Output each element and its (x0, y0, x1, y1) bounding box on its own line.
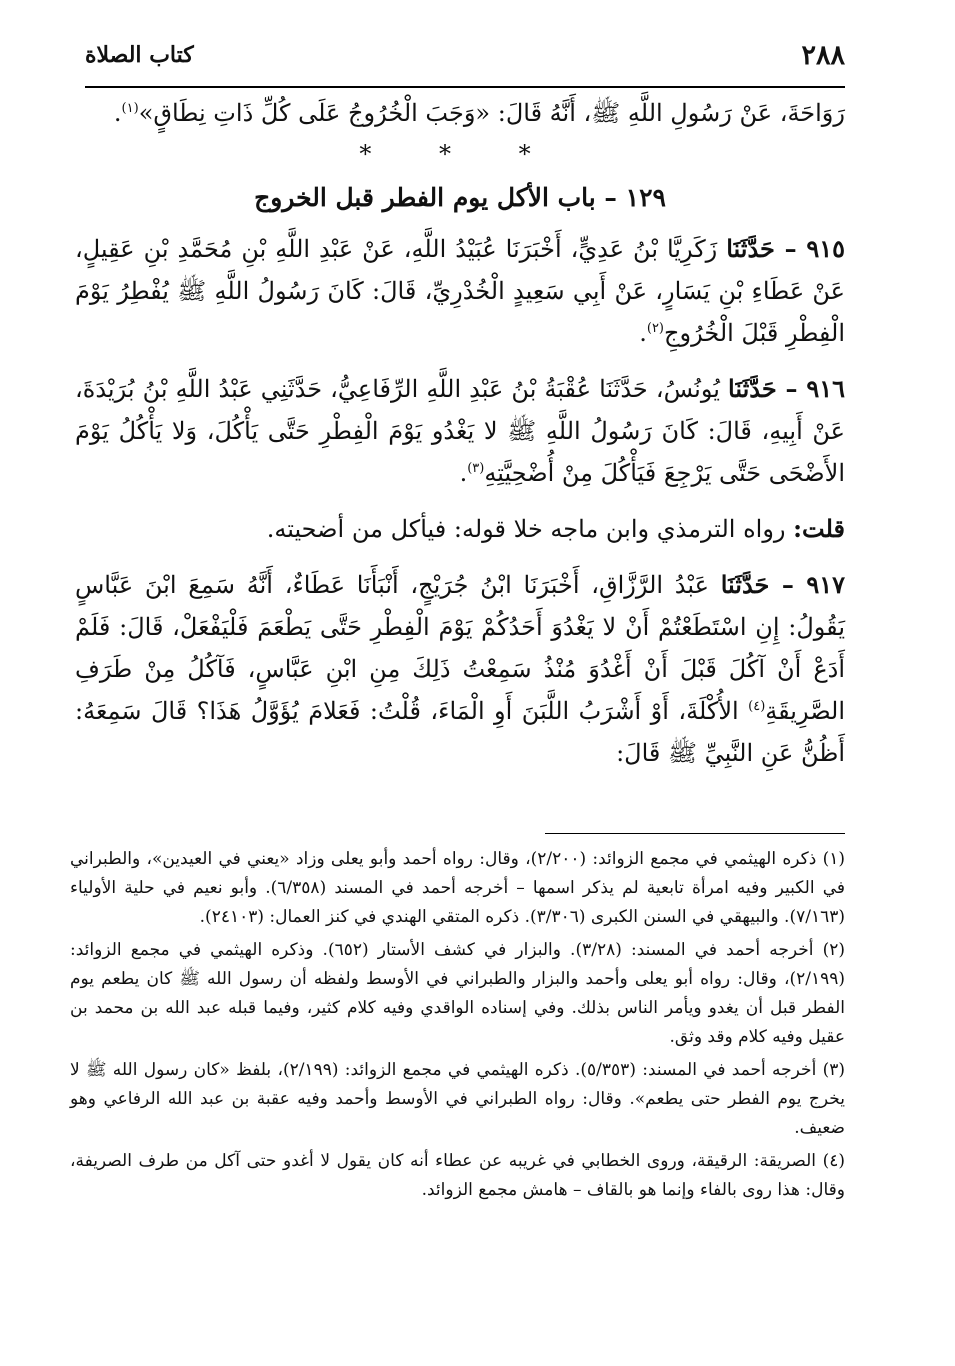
page-header (85, 38, 845, 88)
opening-end: . (113, 99, 122, 127)
footnote-1: (١) ذكره الهيثمي في مجمع الزوائد: (٢/٢٠٠)، وقال: رواه أحمد وأبو يعلى وزاد «يعني في العيدين»، والطبراني في الكبير وفيه امرأة تابعية لم يذكر اسمها – أخرجه أحمد في المسند (٦/٣٥٨). وأبو نعيم في حلية الأولياء (٧/١٦٣). والبيهقي في السنن الكبرى (٣/٣٠٦). ذكره المتقي الهندي في كنز العمال: (٢٤١٠٣). (70, 849, 845, 927)
hadith-end: . (459, 459, 468, 487)
footnote-ref-2: (٢) (646, 321, 664, 336)
opening-paragraph (75, 92, 845, 134)
footnote-separator (545, 833, 845, 834)
footnotes (70, 845, 845, 1209)
hadith-917 (75, 564, 845, 774)
section-divider-stars: * * * (359, 140, 561, 168)
hadith-number: ٩١٥ – حَدَّثَنَا (726, 234, 845, 263)
chapter-title: ١٢٩ – باب الأكل يوم الفطر قبل الخروج (254, 183, 666, 212)
opening-text: رَوَاحَةَ، عَنْ رَسُولِ اللَّهِ ﷺ، أَنَّهُ قَالَ: «وَجَبَ الْخُرُوجُ عَلَى كُلِّ ذَاتِ نِطَاقٍ» (138, 99, 845, 127)
main-text (75, 92, 845, 774)
footnote-ref-3: (٣) (467, 461, 485, 476)
running-title: كتاب الصلاة (85, 42, 194, 68)
hadith-end: . (639, 319, 647, 347)
hadith-text-continued: الأُكْلَةَ، أَوْ أَشْرَبُ اللَّبَنَ أَوِ الْمَاءَ، قُلْتُ: فَعَلامَ يُؤَوَّلُ هَذَا؟ قَالَ سَمِعَهُ: أَظُنُّ عَنِ النَّبِيِّ ﷺ قَالَ: (75, 697, 845, 767)
hadith-text: زَكَرِيَّا بْنُ عَدِيٍّ، أَخْبَرَنَا عُبَيْدُ اللَّهِ، عَنْ عَبْدِ اللَّهِ بْنِ مُحَمَّدِ بْنِ عَقِيلٍ، عَنْ عَطَاءِ بْنِ يَسَارٍ، عَنْ أَبِي سَعِيدٍ الْخُدْرِيِّ، قَالَ: كَانَ رَسُولُ اللَّهِ ﷺ يُفْطِرُ يَوْمَ الْفِطْرِ قَبْلَ الْخُرُوجِ (75, 235, 845, 347)
footnote-2: (٢) أخرجه أحمد في المسند: (٣/٢٨). والبزار في كشف الأستار (٦٥٢). وذكره الهيثمي في مجمع الزوائد: (٢/١٩٩)، وقال: رواه أبو يعلى وأحمد والبزار والطبراني في الأوسط ولفظه أن رسول الله ﷺ كان يطعم يوم الفطر قبل أن يغدو ويأمر الناس بذلك. وفي إسناده الواقدي وفيه كلام كثير، وفيما قبله عبد الله بن محمد بن عقيل وفيه كلام وقد وثق. (70, 940, 846, 1047)
hadith-text: يُونُسُ، حَدَّثَنَا عُقْبَةُ بْنُ عَبْدِ اللَّهِ الرِّفَاعِيُّ، حَدَّثَنِي عَبْدُ اللَّهِ بْنُ بُرَيْدَةَ، عَنْ أَبِيهِ، قَالَ: كَانَ رَسُولُ اللَّهِ ﷺ لا يَغْدُو يَوْمَ الْفِطْرِ حَتَّى يَأْكُلَ، وَلا يَأْكُلُ يَوْمَ الأَضْحَى حَتَّى يَرْجِعَ فَيَأْكُلَ مِنْ أُضْحِيَّتِهِ (75, 375, 845, 487)
hadith-text: عَبْدُ الرَّزَّاقِ، أَخْبَرَنَا ابْنُ جُرَيْجٍ، أَنْبَأَنَا عَطَاءٌ، أَنَّهُ سَمِعَ ابْنَ عَبَّاسٍ يَقُولُ: إِنِ اسْتَطَعْتُمْ أَنْ لا يَغْدُوَ أَحَدُكُمْ يَوْمَ الْفِطْرِ حَتَّى يَطْعَمَ فَلْيَفْعَلْ، قَالَ: فَلَمْ أَدَعْ أَنْ آكُلَ قَبْلَ أَنْ أَغْدُوَ مُنْذُ سَمِعْتُ ذَلِكَ مِنِ ابْنِ عَبَّاسٍ، فَآكُلُ مِنْ طَرَفِ الصَّرِيقَةِ (75, 571, 846, 725)
footnote-4: (٤) الصريقة: الرقيقة، وروى الخطابي في غريبه عن عطاء أنه كان يقول لا أغدو حتى آكل من طرف الصريفة، وقال: هذا روى بالفاء وإنما هو بالقاف – هامش مجمع الزوائد. (70, 1151, 845, 1200)
footnote-ref-4: (٤) (748, 699, 766, 714)
hadith-number: ٩١٧ – حَدَّثَنَا (720, 570, 845, 599)
hadith-number: ٩١٦ – حَدَّثَنَا (728, 374, 845, 403)
qult-label: قلت: (793, 514, 845, 543)
hadith-916 (75, 368, 845, 494)
qult-paragraph (75, 508, 845, 550)
footnote-3: (٣) أخرجه أحمد في المسند: (٥/٣٥٣). ذكره الهيثمي في مجمع الزوائد: (٢/١٩٩)، بلفظ «كان رسول الله ﷺ لا يخرج يوم الفطر حتى يطعم». وقال: رواه الطبراني في الأوسط وأحمد وفيه عقبة بن عبد الله الرفاعي وهو ضعيف. (70, 1060, 845, 1138)
hadith-915 (75, 228, 845, 354)
footnote-ref-1: (١) (121, 101, 139, 116)
qult-text: رواه الترمذي وابن ماجه خلا قوله: فيأكل من أضحيته. (266, 515, 786, 543)
page-number: ٢٨٨ (801, 40, 845, 71)
